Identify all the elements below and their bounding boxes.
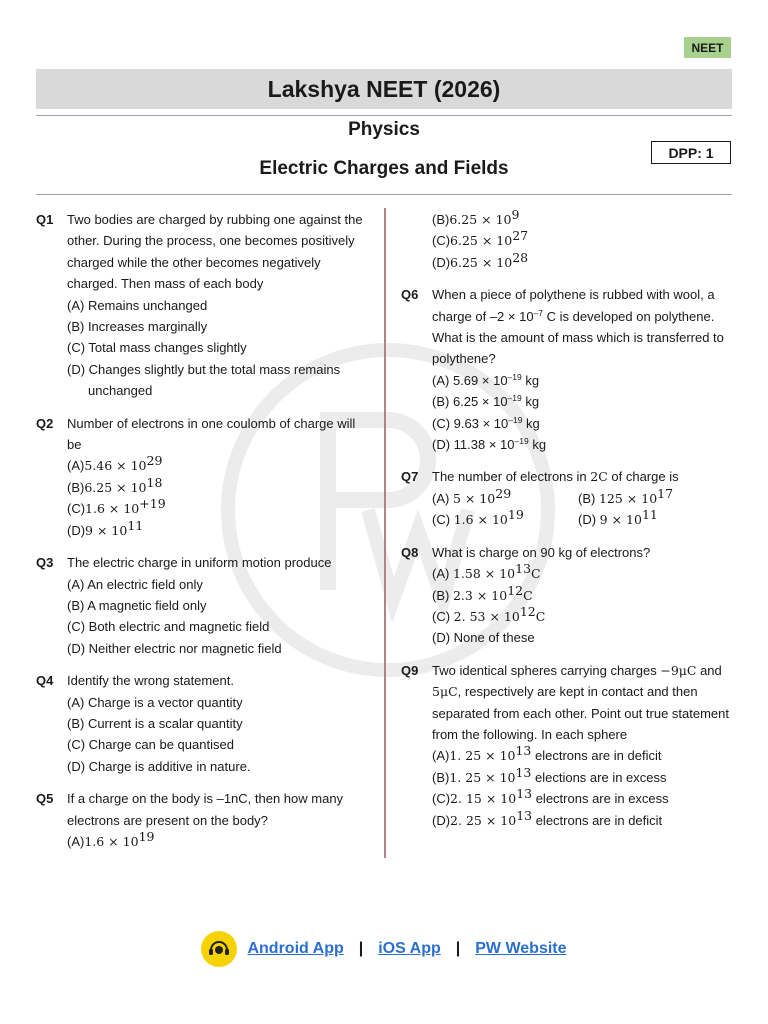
option-a: $(A)5.46 \times 10^{29}$ xyxy=(67,453,163,474)
option-b: (B) $125 \times 10^{17}$ xyxy=(578,485,674,506)
right-column xyxy=(401,209,731,842)
ios-app-link[interactable]: iOS App xyxy=(378,940,441,957)
option-b: (B) Increases marginally xyxy=(67,319,208,335)
option-a: (A) $1.58 \times 10^{13}C$ xyxy=(432,561,541,582)
option-b: (B)1. $25 \times 10^{13}$ elections are in excess xyxy=(432,764,667,785)
option-c: (C) Charge can be quantised xyxy=(67,737,234,753)
dpp-label: DPP: 1 xyxy=(651,141,731,164)
option-c: (C)2. $15 \times 10^{13}$ electrons are in excess xyxy=(432,786,669,807)
question-number: Q8 xyxy=(401,544,419,560)
option-a: (A) An electric field only xyxy=(67,576,203,592)
option-c: (C) Both electric and magnetic field xyxy=(67,619,270,635)
chapter-heading: Electric Charges and Fields xyxy=(259,158,509,179)
question-text: Number of electrons in one coulomb of charge will be xyxy=(67,415,356,453)
option-d: (D)2. $25 \times 10^{13}$ electrons are in deficit xyxy=(432,807,663,828)
question-5 xyxy=(36,788,366,852)
headset-icon xyxy=(205,935,233,963)
question-8 xyxy=(401,542,731,649)
question-3 xyxy=(36,552,366,659)
header-divider xyxy=(36,115,732,116)
option-b: (B) Current is a scalar quantity xyxy=(67,715,243,731)
option-b: (B) A magnetic field only xyxy=(67,597,207,613)
option-a: (A) $5.69 \times 10^{-19}$ kg xyxy=(432,371,540,388)
option-c: $(C)6.25 \times 10^{27}$ xyxy=(432,228,529,249)
question-number: Q9 xyxy=(401,662,419,678)
question-1 xyxy=(36,209,366,402)
option-b: (B) $2.3 \times 10^{12}C$ xyxy=(432,582,533,603)
question-text: If a charge on the body is –1nC, then how many electrons are present on the body? xyxy=(67,791,344,828)
option-d: (D) Charge is additive in nature. xyxy=(67,758,251,774)
option-d: (D) None of these xyxy=(432,630,535,646)
question-number: Q4 xyxy=(36,673,54,689)
neet-badge: NEET xyxy=(684,37,731,58)
option-a: (A) Remains unchanged xyxy=(67,297,208,313)
pw-website-link[interactable]: PW Website xyxy=(475,940,567,957)
question-number: Q2 xyxy=(36,415,54,431)
option-d: (D) Changes slightly but the total mass remains unchanged xyxy=(67,361,341,399)
option-b: (B) $6.25 \times 10^{-19}$ kg xyxy=(432,393,540,410)
page-title: Lakshya NEET (2026) xyxy=(36,69,732,109)
option-c: $(C)1.6 \times 10^{+19}$ xyxy=(67,496,166,517)
footer-separator: | xyxy=(358,940,364,957)
option-row xyxy=(432,509,731,530)
subject-heading: Physics xyxy=(348,119,420,140)
option-d: (D) $11.38 \times 10^{-19}$ kg xyxy=(432,436,547,453)
question-number: Q1 xyxy=(36,212,54,227)
question-5-continued xyxy=(401,209,731,273)
question-text: Identify the wrong statement. xyxy=(67,673,234,689)
option-row xyxy=(432,485,731,509)
question-number: Q3 xyxy=(36,555,54,571)
android-app-link[interactable]: Android App xyxy=(247,940,344,957)
question-number: Q7 xyxy=(401,469,419,485)
option-c: (C) Total mass changes slightly xyxy=(67,340,247,356)
content-divider xyxy=(36,194,732,195)
question-2 xyxy=(36,413,366,541)
column-divider xyxy=(384,208,386,858)
option-c: (C) $9.63 \times 10^{-19}$ kg xyxy=(432,414,540,431)
option-a: (A)1. $25 \times 10^{13}$ electrons are in deficit xyxy=(432,743,662,764)
question-text: The number of electrons in 2C of charge is xyxy=(432,469,679,485)
footer-separator: | xyxy=(455,940,461,957)
option-a: $(A)1.6 \times 10^{19}$ xyxy=(67,828,155,849)
question-number: Q6 xyxy=(401,287,419,303)
option-a: (A) Charge is a vector quantity xyxy=(67,694,243,710)
question-text: The electric charge in uniform motion produce xyxy=(67,555,332,571)
question-text: When a piece of polythene is rubbed with wool, a charge of $-2 \times 10^{-7}$ C is developed on polythene. What is the amount of mass which is transferred to polythene? xyxy=(432,287,724,367)
option-c: (C) 2. $53 \times 10^{12}C$ xyxy=(432,603,546,624)
question-7 xyxy=(401,466,731,530)
question-9 xyxy=(401,660,731,831)
question-text: Two identical spheres carrying charges −9μC and 5μC, respectively are kept in contact and then separated from each other. Point out true statement from the following. In each sphere xyxy=(432,662,730,742)
option-b: $(B)6.25 \times 10^9$ xyxy=(432,207,520,227)
question-6 xyxy=(401,284,731,455)
option-d: $(D)6.25 \times 10^{28}$ xyxy=(432,249,529,270)
left-column xyxy=(36,209,366,863)
question-text: Two bodies are charged by rubbing one against the other. During the process, one becomes positively charged while the other becomes negatively charged. Then mass of each body xyxy=(67,212,363,292)
option-b: $(B)6.25 \times 10^{18}$ xyxy=(67,474,163,495)
option-c: (C) $1.6 \times 10^{19}$ xyxy=(432,507,524,528)
question-4 xyxy=(36,670,366,777)
option-d: (D) Neither electric nor magnetic field xyxy=(67,640,282,656)
customer-service-icon[interactable] xyxy=(201,931,237,967)
option-d: (D) $9 \times 10^{11}$ xyxy=(578,507,658,528)
option-d: $(D)9 \times 10^{11}$ xyxy=(67,517,144,538)
footer-links xyxy=(0,928,768,970)
question-number: Q5 xyxy=(36,791,54,807)
question-text: What is charge on 90 kg of electrons? xyxy=(432,544,651,560)
option-a: (A) $5 \times 10^{29}$ xyxy=(432,485,512,506)
